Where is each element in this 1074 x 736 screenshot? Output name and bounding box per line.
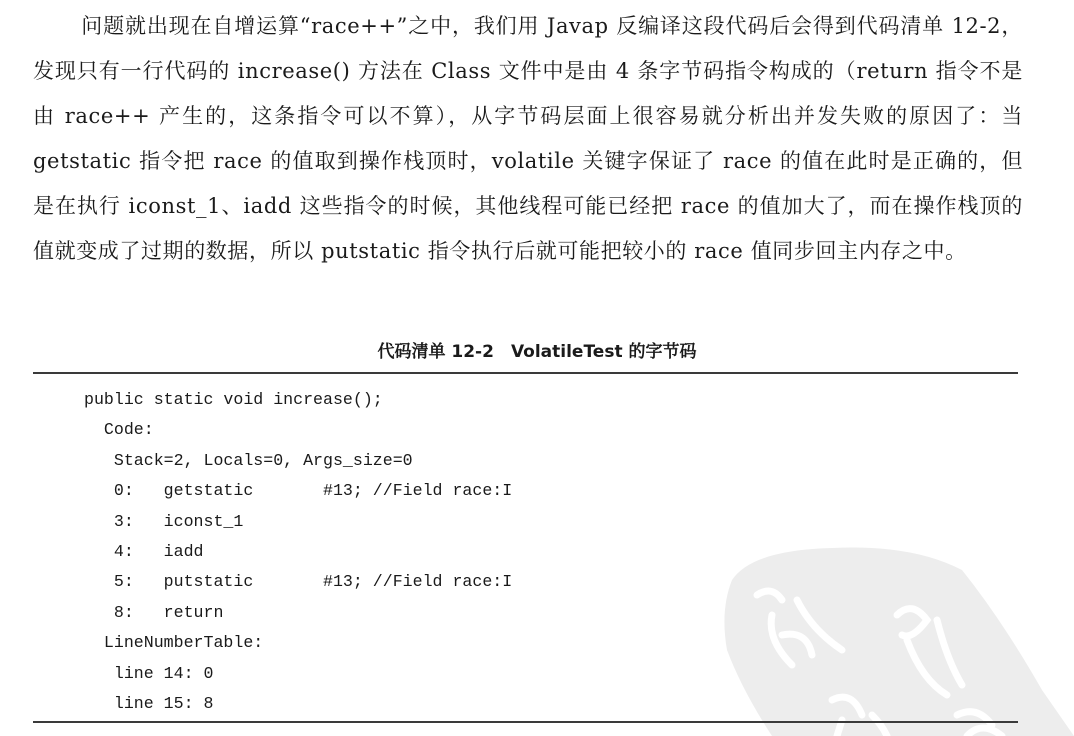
code-line: Code: xyxy=(84,420,154,440)
seal-watermark-icon xyxy=(712,540,1074,736)
body-paragraph xyxy=(33,4,1023,274)
code-line: 4: iadd xyxy=(84,541,204,561)
code-line: line 15: 8 xyxy=(84,693,214,713)
paragraph-text: 问题就出现在自增运算“race++”之中，我们用 Javap 反编译这段代码后会得到代码清单 12-2，发现只有一行代码的 increase() 方法在 Class 文件中是由 4 条字节码指令构成的（return 指令不是由 race++ 产生的，这条指令可以不算），从字节码层面上很容易就分析出并发失败的原因了：当 getstatic 指令把 race 的值取到操作栈顶时，volatile 关键字保证了 race 的值在此时是正确的，但是在执行 iconst_1、iadd 这些指令的时候，其他线程可能已经把 race 的值加大了，而在操作栈顶的值就变成了过期的数据，所以 putstatic 指令执行后就可能把较小的 race 值同步回主内存之中。 xyxy=(33,14,1023,263)
listing-caption: 代码清单 12-2 VolatileTest 的字节码 xyxy=(377,342,697,362)
listing-top-rule xyxy=(33,372,1018,374)
bytecode-listing xyxy=(84,385,512,719)
listing-bottom-rule xyxy=(33,721,1018,723)
code-line: public static void increase(); xyxy=(84,390,383,409)
code-line: 8: return xyxy=(84,602,224,622)
code-line: Stack=2, Locals=0, Args_size=0 xyxy=(84,450,413,470)
code-line: line 14: 0 xyxy=(84,663,214,683)
code-line: 0: getstatic #13; //Field race:I xyxy=(84,481,513,501)
code-line: 3: iconst_1 xyxy=(84,511,244,531)
code-line: 5: putstatic #13; //Field race:I xyxy=(84,572,513,592)
code-line: LineNumberTable: xyxy=(84,633,264,653)
